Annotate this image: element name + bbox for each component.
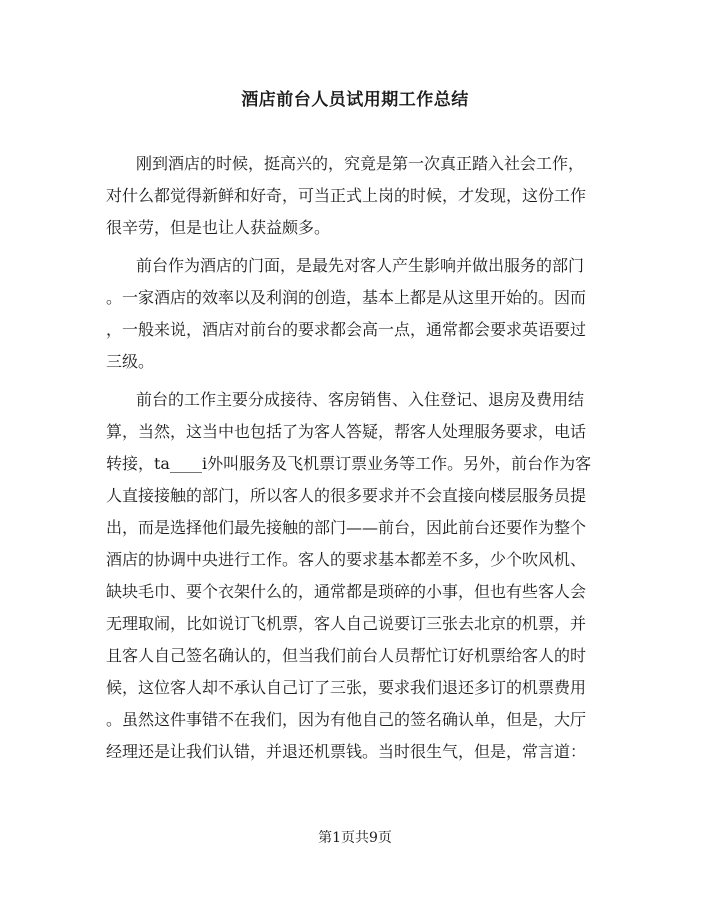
paragraph-3-line-7: 缺块毛巾、要个衣架什么的，通常都是琐碎的小事，但也有些客人会 <box>106 582 587 601</box>
paragraph-3-line-5: 出，而是选择他们最先接触的部门——前台，因此前台还要作为整个 <box>106 518 587 537</box>
document-title: 酒店前台人员试用期工作总结 <box>241 90 469 110</box>
page-indicator: 第1页共9页 <box>318 830 392 846</box>
paragraph-3-line-10: 候，这位客人却不承认自己订了三张，要求我们退还多订的机票费用 <box>106 678 587 697</box>
paragraph-2-line-4: 三级。 <box>106 352 155 371</box>
document-body <box>106 148 612 768</box>
paragraph-3-line-11: 。虽然这件事错不在我们，因为有他自己的签名确认单，但是，大厅 <box>106 710 587 729</box>
paragraph-3-line-3: 转接，ta____i外叫服务及飞机票订票业务等工作。另外，前台作为客 <box>106 454 592 473</box>
paragraph-3-line-6: 酒店的协调中央进行工作。客人的要求基本都差不多，少个吹风机、 <box>106 550 587 569</box>
paragraph-1-line-2: 对什么都觉得新鲜和好奇，可当正式上岗的时候，才发现，这份工作 <box>106 186 587 205</box>
paragraph-2-line-3: ，一般来说，酒店对前台的要求都会高一点，通常都会要求英语要过 <box>106 320 587 339</box>
paragraph-3-line-2: 算，当然，这当中也包括了为客人答疑，帮客人处理服务要求，电话 <box>106 422 587 441</box>
paragraph-3-line-1: 前台的工作主要分成接待、客房销售、入住登记、退房及费用结 <box>136 390 585 409</box>
paragraph-1-line-3: 很辛劳，但是也让人获益颇多。 <box>106 218 331 237</box>
paragraph-3-line-4: 人直接接触的部门，所以客人的很多要求并不会直接向楼层服务员提 <box>106 486 587 505</box>
paragraph-2-line-1: 前台作为酒店的门面，是最先对客人产生影响并做出服务的部门 <box>136 256 585 275</box>
paragraph-3-line-8: 无理取闹，比如说订飞机票，客人自己说要订三张去北京的机票，并 <box>106 614 587 633</box>
paragraph-3-line-12: 经理还是让我们认错，并退还机票钱。当时很生气，但是，常言道： <box>106 742 587 761</box>
paragraph-2-line-2: 。一家酒店的效率以及利润的创造，基本上都是从这里开始的。因而 <box>106 288 587 307</box>
paragraph-3-line-9: 且客人自己签名确认的，但当我们前台人员帮忙订好机票给客人的时 <box>106 646 587 665</box>
paragraph-1-line-1: 刚到酒店的时候，挺高兴的，究竟是第一次真正踏入社会工作， <box>136 154 585 173</box>
